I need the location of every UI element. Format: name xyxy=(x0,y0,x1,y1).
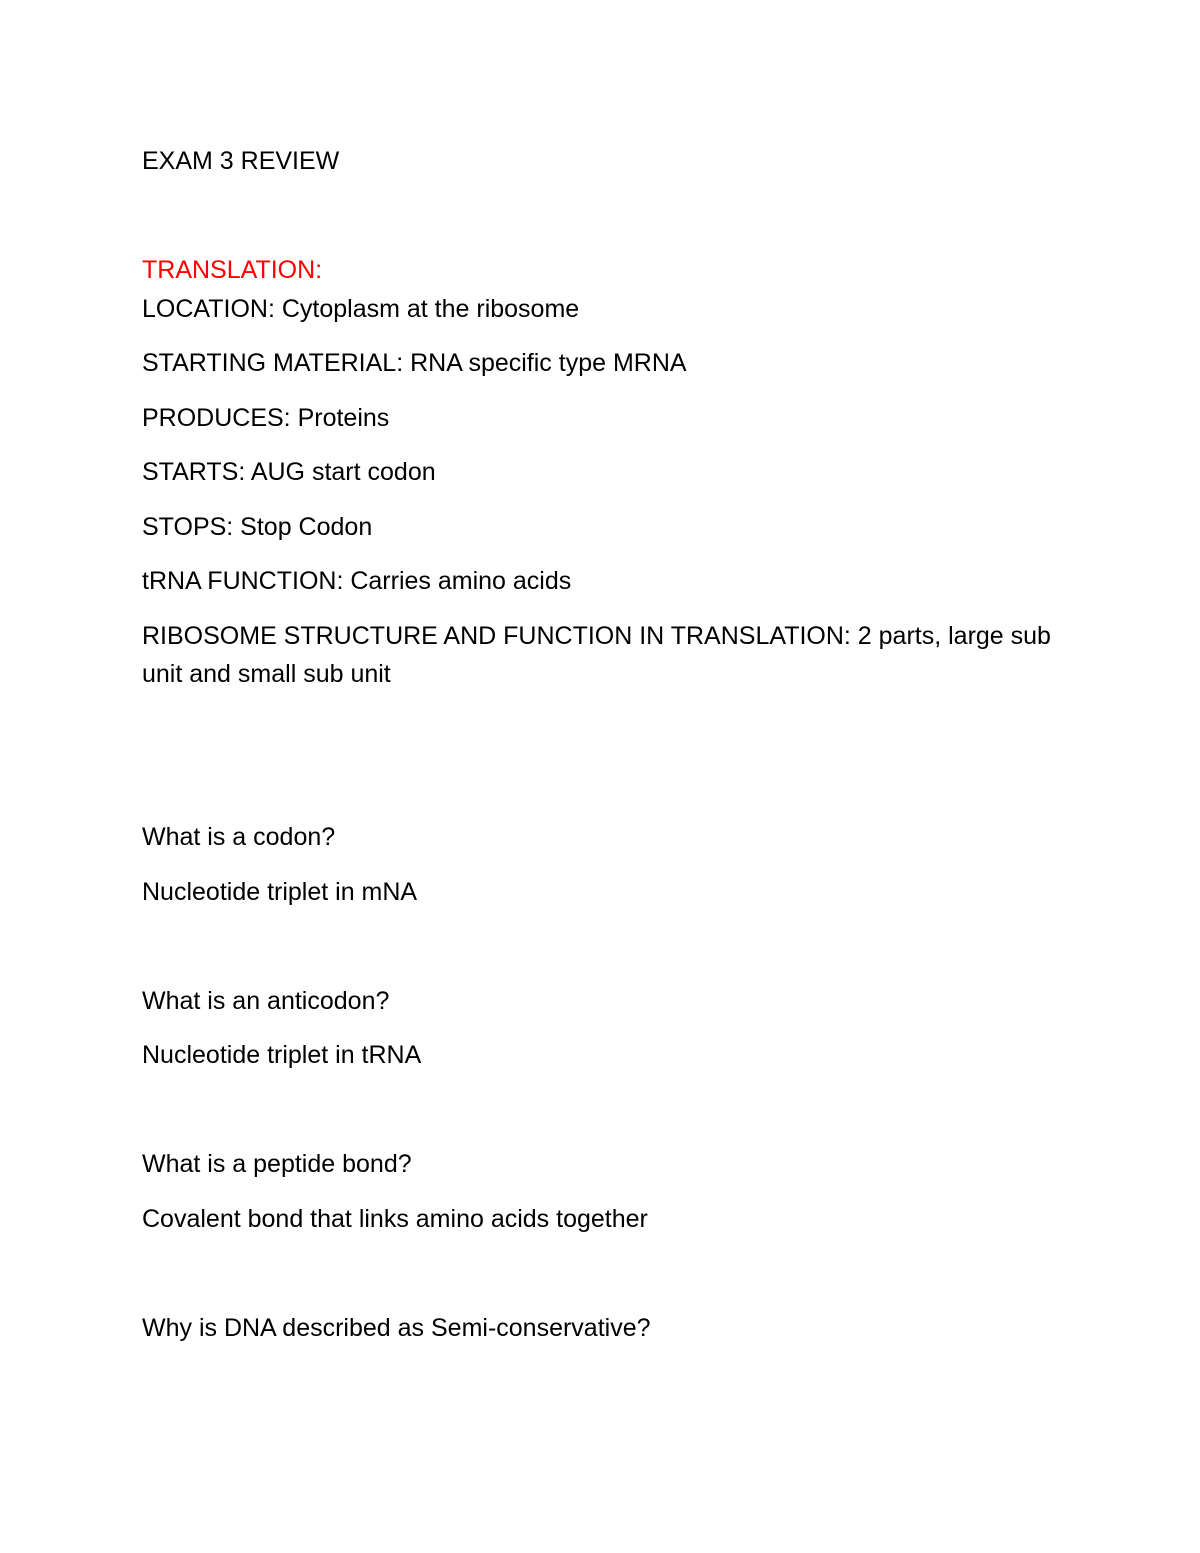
fact-starting-material: STARTING MATERIAL: RNA specific type MRNA xyxy=(142,349,687,377)
fact-location: LOCATION: Cytoplasm at the ribosome xyxy=(142,295,580,323)
answer-codon: Nucleotide triplet in mNA xyxy=(142,878,418,906)
answer-peptide-bond: Covalent bond that links amino acids together xyxy=(142,1205,648,1233)
fact-ribosome-structure: RIBOSOME STRUCTURE AND FUNCTION IN TRANSLATION: 2 parts, large sub unit and small sub unit xyxy=(142,622,1051,688)
question-peptide-bond: What is a peptide bond? xyxy=(142,1150,412,1178)
document-title: EXAM 3 REVIEW xyxy=(142,147,340,175)
answer-anticodon: Nucleotide triplet in tRNA xyxy=(142,1041,422,1069)
fact-trna-function: tRNA FUNCTION: Carries amino acids xyxy=(142,567,572,595)
fact-stops: STOPS: Stop Codon xyxy=(142,513,373,541)
section-heading-translation: TRANSLATION: xyxy=(142,256,323,284)
fact-produces: PRODUCES: Proteins xyxy=(142,404,390,432)
question-codon: What is a codon? xyxy=(142,823,336,851)
fact-starts: STARTS: AUG start codon xyxy=(142,458,436,486)
question-anticodon: What is an anticodon? xyxy=(142,987,390,1015)
question-semi-conservative: Why is DNA described as Semi-conservative? xyxy=(142,1314,651,1342)
